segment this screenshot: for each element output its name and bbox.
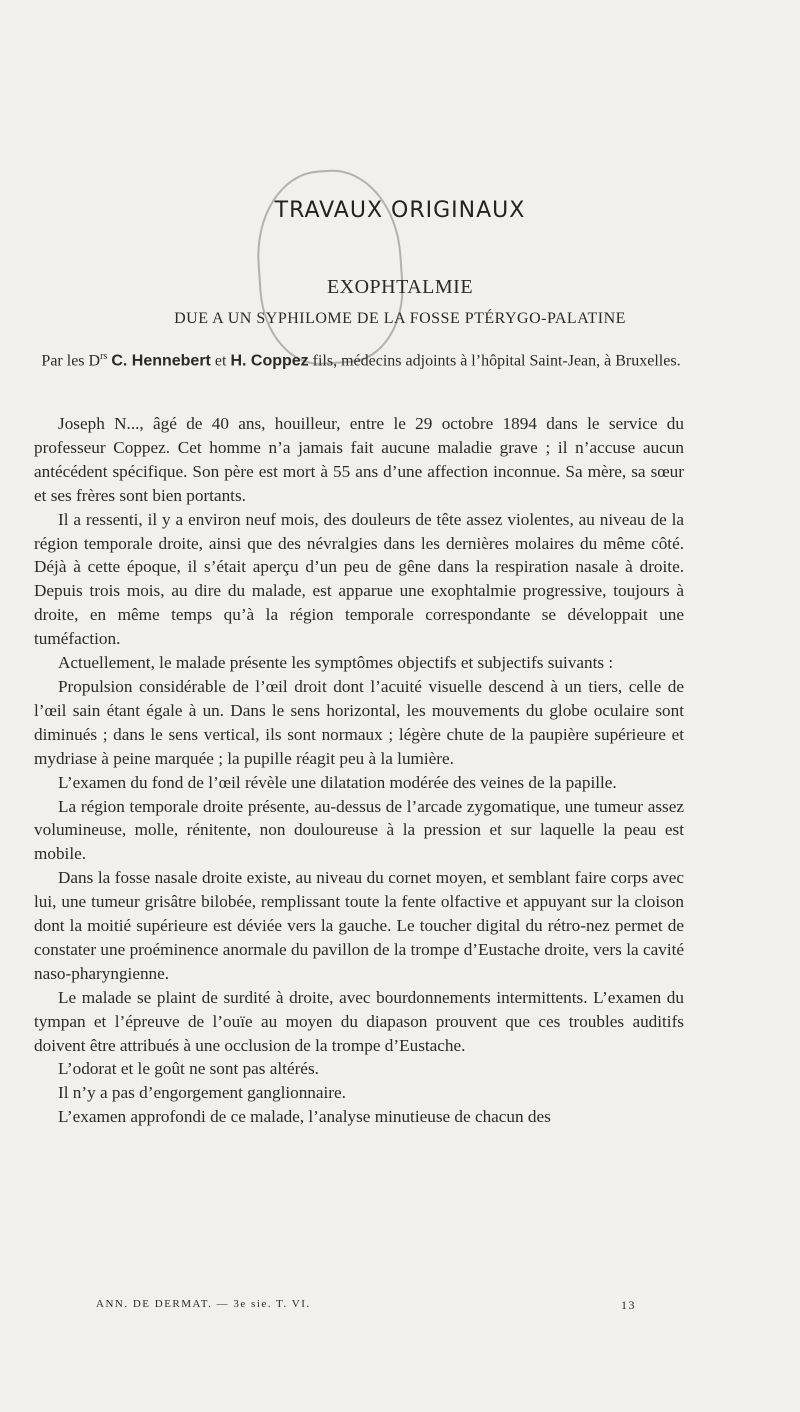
byline-prefix: Par les D xyxy=(41,352,101,370)
paragraph: La région temporale droite présente, au-dessus de l’arcade zygomatique, une tumeur assez volumineuse, molle, rénitente, non douloureuse à la pression et sur laquelle la peau est mobile. xyxy=(34,796,684,864)
paragraph: Actuellement, le malade présente les symptômes objectifs et subjectifs suivants : xyxy=(58,653,614,673)
page-number: 13 xyxy=(621,1298,636,1312)
paragraph: Dans la fosse nasale droite existe, au niveau du cornet moyen, et semblant faire corps avec lui, une tumeur grisâtre bilobée, remplissant toute la fente olfactive et appuyant sur la cloison dont la moitié supérieure est déviée vers la gauche. Le toucher digital du rétro-nez permet de constater une proéminence anormale du pavillon de la trompe d’Eustache droite, vers la cavité naso-pharyngienne. xyxy=(34,868,684,983)
byline-suffix: fils, médecins adjoints à l’hôpital Saint-Jean, à Bruxelles. xyxy=(308,352,681,370)
paragraph: Joseph N..., âgé de 40 ans, houilleur, entre le 29 octobre 1894 dans le service du professeur Coppez. Cet homme n’a jamais fait aucune maladie grave ; il n’accuse aucun antécédent spécifique. Son père est mort à 55 ans d’une affection inconnue. Sa mère, sa sœur et ses frères sont bien portants. xyxy=(34,414,684,505)
paragraph: Il a ressenti, il y a environ neuf mois, des douleurs de tête assez violentes, au niveau de la région temporale droite, ainsi que des névralgies dans les dernières molaires du même côté. Déjà à cette époque, il s’était aperçu d’un peu de gêne dans la respiration nasale à droite. Depuis trois mois, au dire du malade, est apparue une exophtalmie progressive, toujours à droite, en même temps qu’à la région temporale correspondante se développait une tuméfaction. xyxy=(34,509,684,649)
paragraph: L’examen du fond de l’œil révèle une dilatation modérée des veines de la papille. xyxy=(58,772,617,792)
paragraph: Il n’y a pas d’engorgement ganglionnaire. xyxy=(58,1083,346,1103)
library-stamp xyxy=(251,165,408,369)
article-body xyxy=(34,412,684,1129)
paragraph: Le malade se plaint de surdité à droite, avec bourdonnements intermittents. L’examen du tympan et l’épreuve de l’ouïe au moyen du diapason prouvent que ces troubles auditifs doivent être attribués à une occlusion de la trompe d’Eustache. xyxy=(34,987,684,1055)
byline xyxy=(34,346,688,372)
byline-conj: et xyxy=(210,352,231,370)
author-1: C. Hennebert xyxy=(111,352,211,370)
section-title: TRAVAUX ORIGINAUX xyxy=(274,198,526,223)
article-title: EXOPHTALMIE xyxy=(326,276,474,298)
byline-prefix-sup: rs xyxy=(100,351,108,362)
article-subtitle: DUE A UN SYPHILOME DE LA FOSSE PTÉRYGO-PALATINE xyxy=(174,310,626,327)
paragraph: L’examen approfondi de ce malade, l’analyse minutieuse de chacun des xyxy=(58,1107,551,1127)
author-2: H. Coppez xyxy=(230,352,309,370)
paragraph: L’odorat et le goût ne sont pas altérés. xyxy=(58,1059,319,1079)
paragraph: Propulsion considérable de l’œil droit dont l’acuité visuelle descend à un tiers, celle de l’œil sain étant égale à un. Dans le sens horizontal, les mouvements du globe oculaire sont diminués ; dans le sens vertical, ils sont normaux ; légère chute de la paupière supérieure et mydriase à peine marquée ; la pupille réagit peu à la lumière. xyxy=(34,676,684,768)
journal-reference: ANN. DE DERMAT. — 3e sie. T. VI. xyxy=(96,1298,311,1310)
